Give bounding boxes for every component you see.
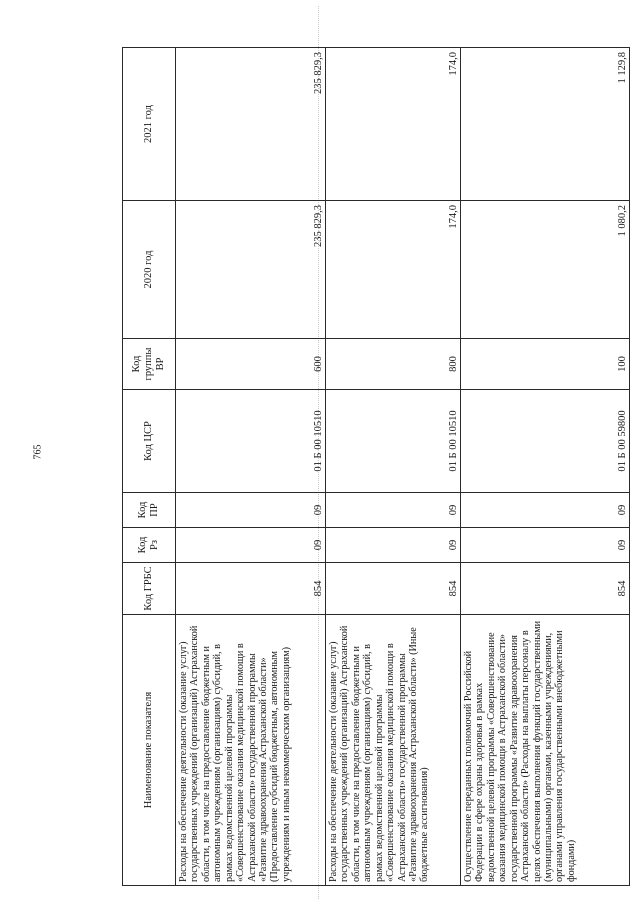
row-name: Расходы на обеспечение деятельности (оказание услуг) государственных учреждений (организаций) Астраханской области, в том числе на предоставление бюджетным и автономным учреждениям (организациям) субсидий, в рамках ведомственной целевой программы «Совершенствование оказания медицинской помощи в Астраханской области» государственной программы «Развитие здравоохранения Астраханской области» (Иные бюджетные ассигнования) [326, 615, 461, 886]
budget-table [122, 47, 630, 886]
row-grbs: 854 [326, 563, 461, 615]
row-csr: 01 Б 00 10510 [176, 390, 326, 493]
row-grbs: 854 [176, 563, 326, 615]
header-csr: Код ЦСР [123, 390, 176, 493]
row-csr: 01 Б 00 59800 [461, 390, 630, 493]
row-rz: 09 [461, 528, 630, 563]
row-2021: 235 829,3 [176, 48, 326, 201]
budget-table-rotated [122, 48, 629, 886]
header-pr: Код ПР [123, 493, 176, 528]
row-name: Осуществление переданных полномочий Российской Федерации в сфере охраны здоровья в рамках ведомственной целевой программы «Совершенствование оказания медицинской помощи в Астраханской области» государственной программы «Развитие здравоохранения Астраханской области» (Расходы на выплаты персоналу в целях обеспечения выполнения функций государственными (муниципальными) органами, казенными учреждениями, органами управления государственными внебюджетными фондами) [461, 615, 630, 886]
row-vr: 800 [326, 339, 461, 390]
header-vr: Код группы ВР [123, 339, 176, 390]
header-grbs: Код ГРБС [123, 563, 176, 615]
header-name: Наименование показателя [123, 615, 176, 886]
header-row [123, 48, 176, 886]
row-pr: 09 [326, 493, 461, 528]
row-2021: 1 129,8 [461, 48, 630, 201]
row-pr: 09 [461, 493, 630, 528]
row-rz: 09 [176, 528, 326, 563]
header-rz: Код Рз [123, 528, 176, 563]
row-vr: 600 [176, 339, 326, 390]
page-number: 765 [32, 444, 44, 460]
table-row [461, 48, 630, 886]
row-name: Расходы на обеспечение деятельности (оказание услуг) государственных учреждений (организаций) Астраханской области, в том числе на предоставление бюджетным и автономным учреждениям (организациям) субсидий, в рамках ведомственной целевой программы «Совершенствование оказания медицинской помощи в Астраханской области» государственной программы «Развитие здравоохранения Астраханской области» (Предоставление субсидий бюджетным, автономным учреждениям и иным некоммерческим организациям) [176, 615, 326, 886]
row-2021: 174,0 [326, 48, 461, 201]
row-vr: 100 [461, 339, 630, 390]
table-row [176, 48, 326, 886]
table-row [326, 48, 461, 886]
row-pr: 09 [176, 493, 326, 528]
header-2021: 2021 год [123, 48, 176, 201]
budget-table-wrapper [122, 48, 629, 886]
row-2020: 1 080,2 [461, 201, 630, 339]
row-2020: 174,0 [326, 201, 461, 339]
row-csr: 01 Б 00 10510 [326, 390, 461, 493]
row-2020: 235 829,3 [176, 201, 326, 339]
row-grbs: 854 [461, 563, 630, 615]
header-2020: 2020 год [123, 201, 176, 339]
row-rz: 09 [326, 528, 461, 563]
